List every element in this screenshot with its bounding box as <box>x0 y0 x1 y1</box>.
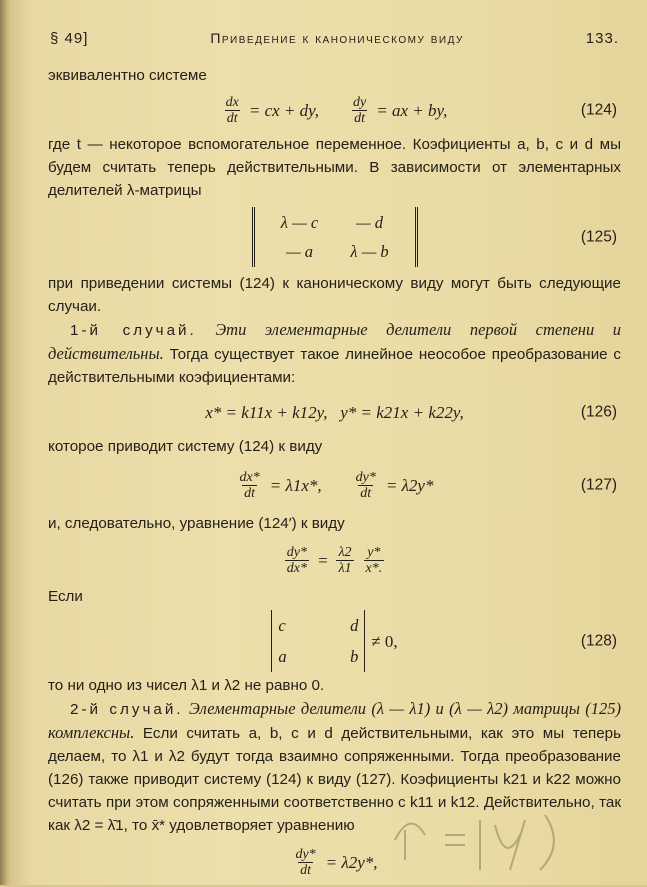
equation-126: x* = k11x + k12y, y* = k21x + k22y, (126) <box>205 402 617 422</box>
equation-number: (124) <box>580 101 617 119</box>
paragraph: которое приводит систему (124) к виду <box>48 438 323 455</box>
paragraph: и, следовательно, уравнение (124′) к виду <box>48 515 345 532</box>
equation-number: (128) <box>580 632 617 650</box>
equation-number: (127) <box>580 476 617 494</box>
equation-124: $\frac{dx}{dt}$ = cx + dy, $\frac{dy}{dt}$ = ax + by, (124) <box>225 94 617 126</box>
handwritten-margin-note <box>385 800 585 875</box>
paragraph: Если <box>48 588 83 605</box>
determinant: c d a b <box>271 610 365 672</box>
equation-number: (125) <box>580 228 617 246</box>
equation-127: $\frac{dx*}{dt}$ = λ1x*, $\frac{dy*}{dt}$ = λ2y* (127) <box>239 469 617 501</box>
equation-number: (126) <box>580 403 617 421</box>
paragraph: при приведении системы (124) к каноническому виду могут быть следующие случаи. <box>48 275 621 315</box>
page-header <box>50 30 619 54</box>
case-2-paragraph: 2-й случай. Элементарные делители (λ — λ1) и (λ — λ2) матрицы (125) комплексны. Если считать a, b, c и d действительными, как это мы теперь делаем, то λ1 и λ2 будут тогда взаимно сопряженными. Тогда преобразование (126) также приводит систему (124) к виду (127). Коэфициенты k21 и k22 можно считать при этом сопряженными соответственно с k11 и k12. Действительно, так как λ2 = λ̄1, то x̄* удовлетворяет уравнению <box>48 699 621 834</box>
paragraph: эквивалентно системе <box>48 67 207 84</box>
page-body <box>48 64 621 887</box>
case-1-paragraph: 1-й случай. Эти элементарные делители первой степени и действительны. Тогда существует такое линейное неособое преобразование с действительными коэфициентами: <box>48 320 621 386</box>
paragraph: где t — некоторое вспомогательное переменное. Коэфициенты a, b, c и d мы будем считать теперь действительными. В зависимости от элементарных делителей λ-матрицы <box>48 136 621 199</box>
fraction: $\frac{dx}{dt}$ <box>225 94 239 126</box>
page-binding-edge <box>0 0 10 885</box>
page-number: 133. <box>585 30 619 47</box>
equation-125 <box>48 202 621 272</box>
equation-ratio: $\frac{dy*}{dx*}$ = $\frac{\lambda 2}{\lambda 1}$ $\frac{y*}{x*.}$ <box>286 544 383 576</box>
running-title: Приведение к каноническому виду <box>210 30 464 46</box>
equation-last: $\frac{dy*}{dt}$ = λ2y*, <box>295 846 378 878</box>
section-number: § 49] <box>50 30 89 47</box>
lambda-matrix: λ — c — d — a λ — b <box>252 207 418 267</box>
equation-128: c d a b ≠ 0, (128) <box>48 608 621 674</box>
paragraph: то ни одно из чисел λ1 и λ2 не равно 0. <box>48 677 325 694</box>
fraction: $\frac{dy}{dt}$ <box>353 94 367 126</box>
